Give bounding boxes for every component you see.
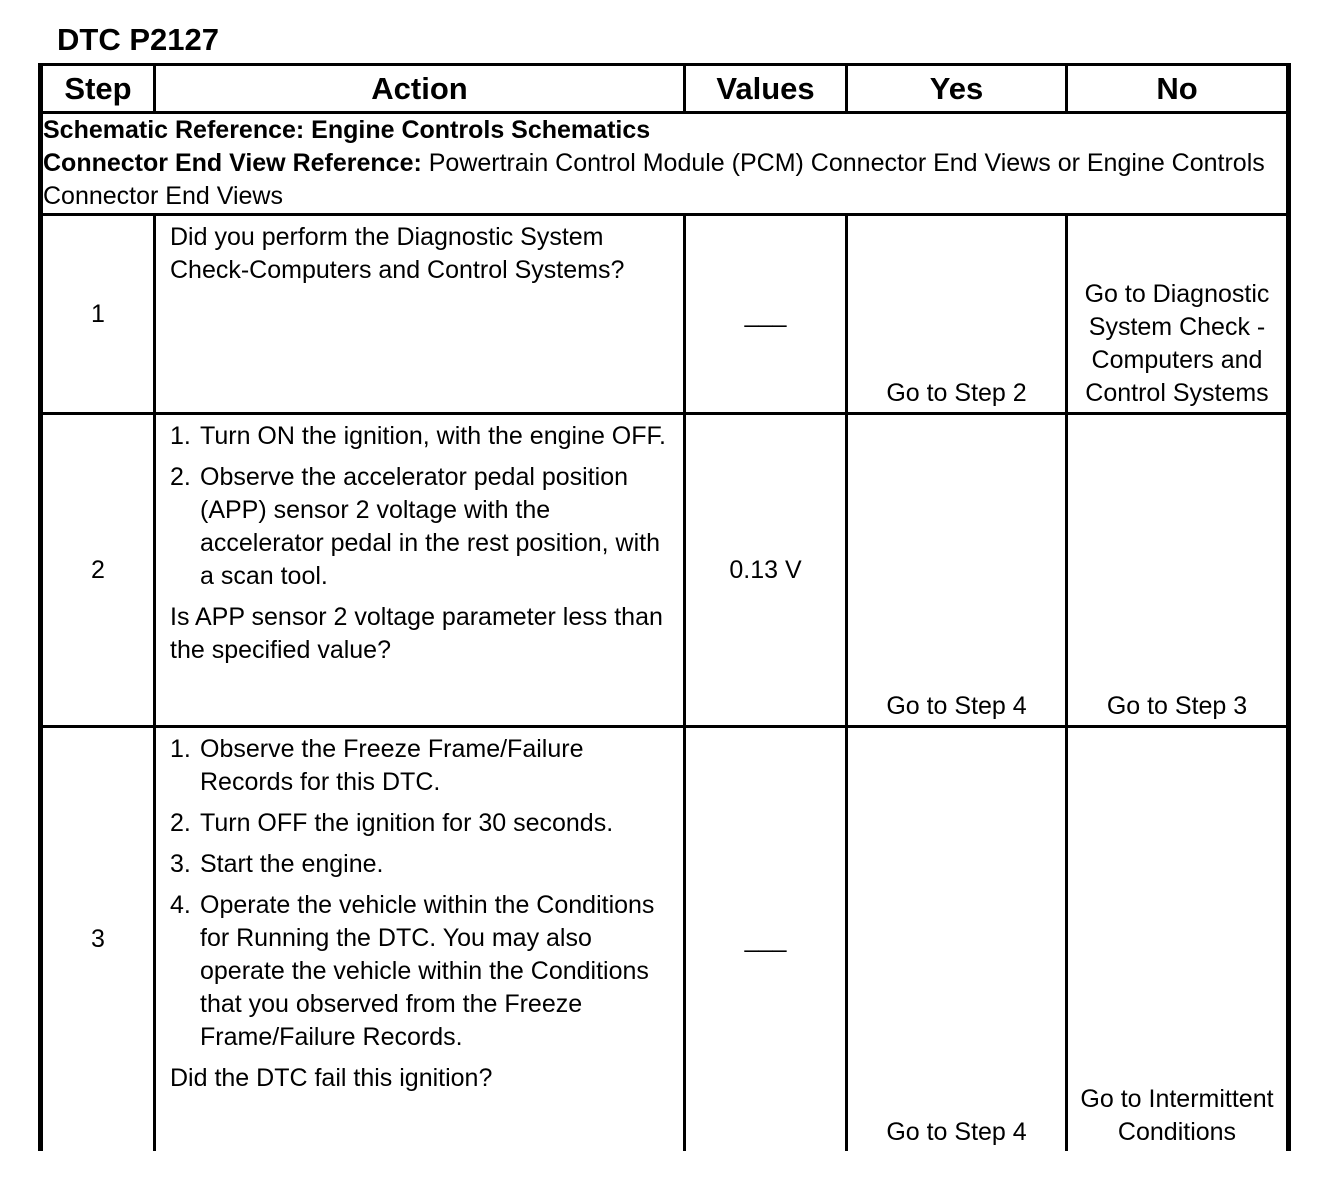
- diagnostic-table: [38, 63, 1291, 1151]
- step-number: 1: [41, 215, 155, 414]
- table-row: [41, 727, 1289, 1151]
- header-values: Values: [685, 65, 847, 113]
- list-item: 4. Operate the vehicle within the Conditions for Running the DTC. You may also operate the vehicle within the Conditions that you observed from the Freeze Frame/Failure Records.: [170, 891, 655, 1051]
- action-steps: [170, 420, 673, 593]
- action-question: Did the DTC fail this ignition?: [170, 1064, 493, 1092]
- table-row: [41, 414, 1289, 727]
- yes-cell: Go to Step 2: [847, 215, 1067, 414]
- connector-reference: [43, 147, 1286, 213]
- step-number: 3: [41, 727, 155, 1151]
- no-cell: Go to Step 3: [1067, 414, 1289, 727]
- action-cell: [155, 414, 685, 727]
- header-no: No: [1067, 65, 1289, 113]
- list-item: 2. Observe the accelerator pedal position (APP) sensor 2 voltage with the accelerator pedal in the rest position, with a scan tool.: [170, 463, 660, 590]
- step-number: 2: [41, 414, 155, 727]
- action-cell: [155, 727, 685, 1151]
- list-item: 3. Start the engine.: [170, 850, 384, 878]
- list-item: 1. Turn ON the ignition, with the engine OFF.: [170, 422, 666, 450]
- action-cell: [155, 215, 685, 414]
- value-cell: ___: [685, 727, 847, 1151]
- action-question: Is APP sensor 2 voltage parameter less than the specified value?: [170, 603, 663, 664]
- reference-row: [41, 113, 1289, 215]
- connector-reference-text: Powertrain Control Module (PCM) Connector End Views or Engine Controls Connector End Views: [43, 149, 1265, 210]
- yes-cell: Go to Step 4: [847, 727, 1067, 1151]
- list-item: 2. Turn OFF the ignition for 30 seconds.: [170, 809, 614, 837]
- action-steps: [170, 733, 673, 1054]
- connector-reference-label: Connector End View Reference:: [43, 149, 422, 177]
- table-row: [41, 215, 1289, 414]
- yes-cell: Go to Step 4: [847, 414, 1067, 727]
- page-title: DTC P2127: [57, 22, 219, 57]
- header-step: Step: [41, 65, 155, 113]
- header-yes: Yes: [847, 65, 1067, 113]
- action-question: Did you perform the Diagnostic System Check-Computers and Control Systems?: [170, 223, 625, 284]
- no-cell: Go to Diagnostic System Check - Computers and Control Systems: [1067, 215, 1289, 414]
- header-action: Action: [155, 65, 685, 113]
- no-cell: Go to Intermittent Conditions: [1067, 727, 1289, 1151]
- header-row: [41, 65, 1289, 113]
- reference-cell: [41, 113, 1289, 215]
- value-cell: 0.13 V: [685, 414, 847, 727]
- list-item: 1. Observe the Freeze Frame/Failure Records for this DTC.: [170, 735, 584, 796]
- schematic-reference: Schematic Reference: Engine Controls Schematics: [43, 116, 651, 144]
- value-cell: ___: [685, 215, 847, 414]
